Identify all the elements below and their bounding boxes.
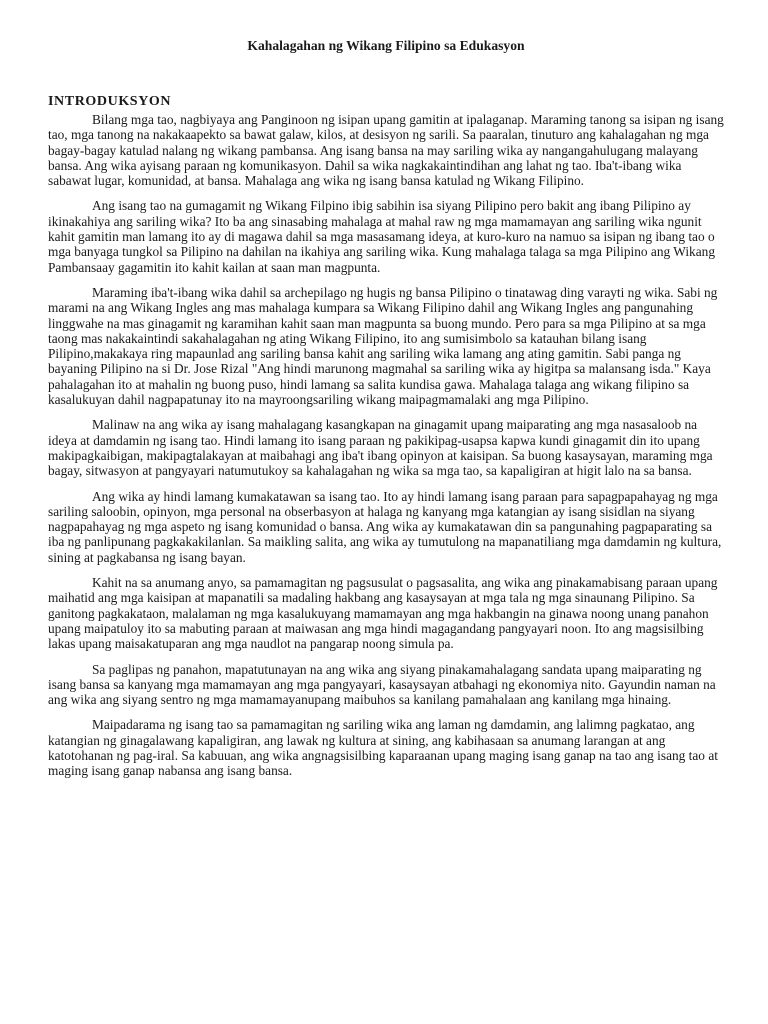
paragraph-3: Maraming iba't-ibang wika dahil sa archepilago ng hugis ng bansa Pilipino o tinatawag ding varayti ng wika. Sabi ng marami na ang Wikang Ingles ang mas mahalaga kumpara sa Wikang Filipino dahil ang Wikang Ingles ang pangunahing linggwahe na mas ginagamit ng karamihan kahit saan man magpunta sa buong mundo. Pero para sa mga Pilipino at sa mga taong mas nakakaintindi sakahalagahan ng ating Wikang Filipino, ito ang sumisimbolo sa katauhan bilang isang Pilipino,makakaya ring mapaunlad ang sariling bansa kahit ang sariling wika lamang ang ating gamitin. Sabi panga ng bayaning Pilipino na si Dr. Jose Rizal "Ang hindi marunong magmahal sa sariling wika ay higitpa sa malansang isda." Kaya pahalagahan ito at mahalin ng buong puso, hindi lamang sa salita kundisa gawa. Mahalaga talaga ang wikang filipino sa kasalukuyan dahil nagpapatunay ito na mayroongsariling wikang maipagmamalaki ang mga Pilipino. — [48, 284, 718, 408]
document-page — [48, 38, 724, 789]
section-heading: INTRODUKSYON — [48, 94, 172, 109]
paragraph-6: Kahit na sa anumang anyo, sa pamamagitan ng pagsusulat o pagsasalita, ang wika ang pinakamabisang paraan upang maihatid ang mga kaisipan at mapanatili sa madaling hakbang ang kasaysayan at mga tala ng mga sinaunang Pilipino. Sa ganitong pagkakataon, malalaman ng mga kasalukuyang mamamayan ang mga hakbangin na ginawa noong unang panahon upang maipatuloy ito sa mabuting paraan at maiwasan ang mga hindi magagandang pangyayari noon. Ito ang magsisilbing lakas upang maisakatuparan ang mga naudlot na pangarap noong simula pa. — [48, 575, 718, 652]
paragraph-7: Sa paglipas ng panahon, mapatutunayan na ang wika ang siyang pinakamahalagang sandata upang maiparating ng isang bansa sa kanyang mga mamamayan ang mga pangyayari, kasaysayan atbahagi ng ekonomiya nito. Gayundin naman na ang wika ang siyang sentro ng mga mamamayanupang maibuhos sa kanilang pamahalaan ang kanilang mga hinaing. — [48, 661, 716, 708]
paragraph-2: Ang isang tao na gumagamit ng Wikang Filpino ibig sabihin isa siyang Pilipino pero bakit ang ibang Pilipino ay ikinakahiya ang sariling wika? Ito ba ang sinasabing mahalaga at mahal raw ng mga mamamayan ang sariling wika ngunit kahit gamitin man lamang ito ay di magawa dahil sa mga masasamang ideya, at kuro-kuro na namuo sa isipan ng ibang tao o mga banyaga tungkol sa Pilipino na dahilan na ikahiya ang sariling wika. Kung mahalaga talaga sa mga Pilipino ang Wikang Pambansaay gagamitin ito kahit kailan at saan man magpunta. — [48, 198, 715, 275]
paragraph-5: Ang wika ay hindi lamang kumakatawan sa isang tao. Ito ay hindi lamang isang paraan para sapagpapahayag ng mga sariling saloobin, opinyon, mga personal na obserbasyon at halaga ng kanyang mga katangian ay isang sisidlan na siyang nagpapahayag ng mga aspeto ng isang komunidad o bansa. Ang wika ay kumakatawan din sa pangunahing pagpaparating sa iba ng panlipunang pagkakakilanlan. Sa maikling salita, ang wika ay tumutulong na mapanatiliang mga damdamin ng kultura, sining at pagkabansa ng isang bayan. — [48, 488, 722, 565]
paragraph-1: Bilang mga tao, nagbiyaya ang Panginoon ng isipan upang gamitin at ipalaganap. Maraming tanong sa isipan ng isang tao, mga tanong na nakakaapekto sa bawat galaw, kilos, at desisyon ng sarili. Sa paaralan, tinuturo ang kahalagahan ng mga bagay-bagay katulad nalang ng wikang pambansa. Ang isang bansa na may sariling wika ay nangangahulugang malayang bansa. Ang wika ayisang paraan ng komunikasyon. Dahil sa wika nagkakaintindihan ang lahat ng tao. Iba't-ibang wika sabawat lugar, komunidad, at bansa. Mahalaga ang wika ng isang bansa katulad ng Wikang Filipino. — [48, 112, 724, 189]
paragraph-8: Maipadarama ng isang tao sa pamamagitan ng sariling wika ang laman ng damdamin, ang lalimng pagkatao, ang katangian ng ginagalawang kapaligiran, ang lawak ng kultura at sining, ang kabihasaan sa anumang larangan at ang katotohanan ng pag-iral. Sa kabuuan, ang wika angnagsisilbing kaparaanan upang maging isang ganap na tao ang isang tao at maging isang ganap nabansa ang isang bansa. — [48, 717, 718, 779]
document-title: Kahalagahan ng Wikang Filipino sa Edukasyon — [247, 38, 525, 53]
paragraph-4: Malinaw na ang wika ay isang mahalagang kasangkapan na ginagamit upang maiparating ang mga nasasaloob na ideya at damdamin ng isang tao. Hindi lamang ito isang paraan ng pakikipag-usapsa kapwa kundi ginagamit din ito upang makipagkaibigan, makipagtalakayan at maibahagi ang iba't ibang opinyon at kaisipan. Sa buong kasaysayan, maraming mga bagay, sitwasyon at pangyayari natumutukoy sa kahalagahan ng wika sa mga tao, sa kapaligiran at higit lalo na sa bansa. — [48, 417, 713, 479]
